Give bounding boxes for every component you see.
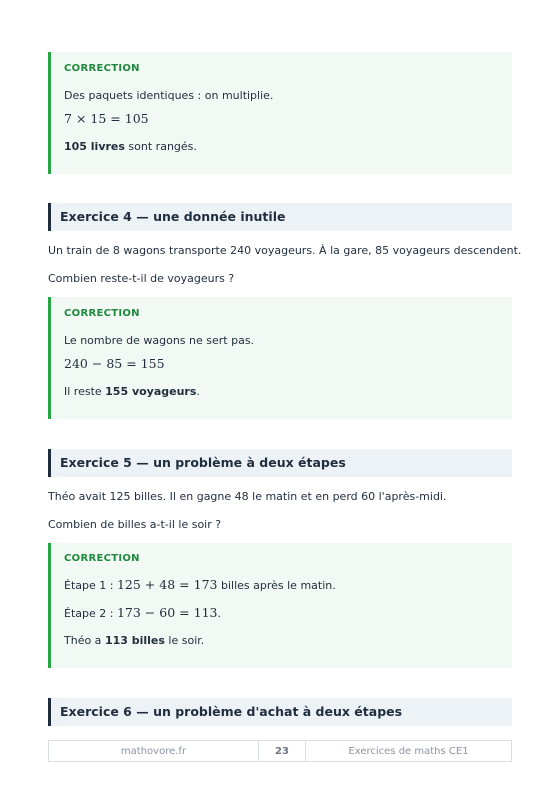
correction-box-ex5 bbox=[48, 543, 512, 668]
exercise-5-question: Combien de billes a-t-il le soir ? bbox=[48, 518, 222, 531]
exercise-6-title: Exercice 6 — un problème d'achat à deux étapes bbox=[60, 704, 403, 719]
exercise-4-statement: Un train de 8 wagons transporte 240 voyageurs. À la gare, 85 voyageurs descendent. bbox=[48, 244, 522, 257]
page-footer bbox=[48, 740, 512, 762]
exercise-6-header bbox=[48, 698, 512, 726]
correction-box-ex4 bbox=[48, 297, 512, 419]
exercise-5-statement: Théo avait 125 billes. Il en gagne 48 le matin et en perd 60 l'après-midi. bbox=[48, 490, 447, 503]
correction-text: Des paquets identiques : on multiplie. bbox=[64, 89, 274, 102]
correction-text: Le nombre de wagons ne sert pas. bbox=[64, 334, 255, 347]
correction-label: CORRECTION bbox=[64, 308, 140, 319]
exercise-4-title: Exercice 4 — une donnée inutile bbox=[60, 209, 286, 224]
exercise-4-header bbox=[48, 203, 512, 231]
footer-page-number: 23 bbox=[259, 741, 306, 761]
correction-result: Il reste 155 voyageurs. bbox=[64, 385, 200, 398]
correction-result: 105 livres sont rangés. bbox=[64, 140, 197, 153]
footer-site: mathovore.fr bbox=[49, 741, 259, 761]
correction-step-1: Étape 1 : 125 + 48 = 173 billes après le matin. bbox=[64, 577, 336, 592]
exercise-5-header bbox=[48, 449, 512, 477]
correction-box-ex3 bbox=[48, 52, 512, 174]
correction-label: CORRECTION bbox=[64, 63, 140, 74]
correction-step-2: Étape 2 : 173 − 60 = 113. bbox=[64, 605, 221, 620]
correction-equation: 7 × 15 = 105 bbox=[64, 111, 149, 126]
correction-label: CORRECTION bbox=[64, 553, 140, 564]
correction-equation: 240 − 85 = 155 bbox=[64, 356, 165, 371]
exercise-5-title: Exercice 5 — un problème à deux étapes bbox=[60, 455, 346, 470]
correction-result: Théo a 113 billes le soir. bbox=[64, 634, 205, 647]
exercise-4-question: Combien reste-t-il de voyageurs ? bbox=[48, 272, 235, 285]
footer-doc-title: Exercices de maths CE1 bbox=[348, 745, 469, 757]
